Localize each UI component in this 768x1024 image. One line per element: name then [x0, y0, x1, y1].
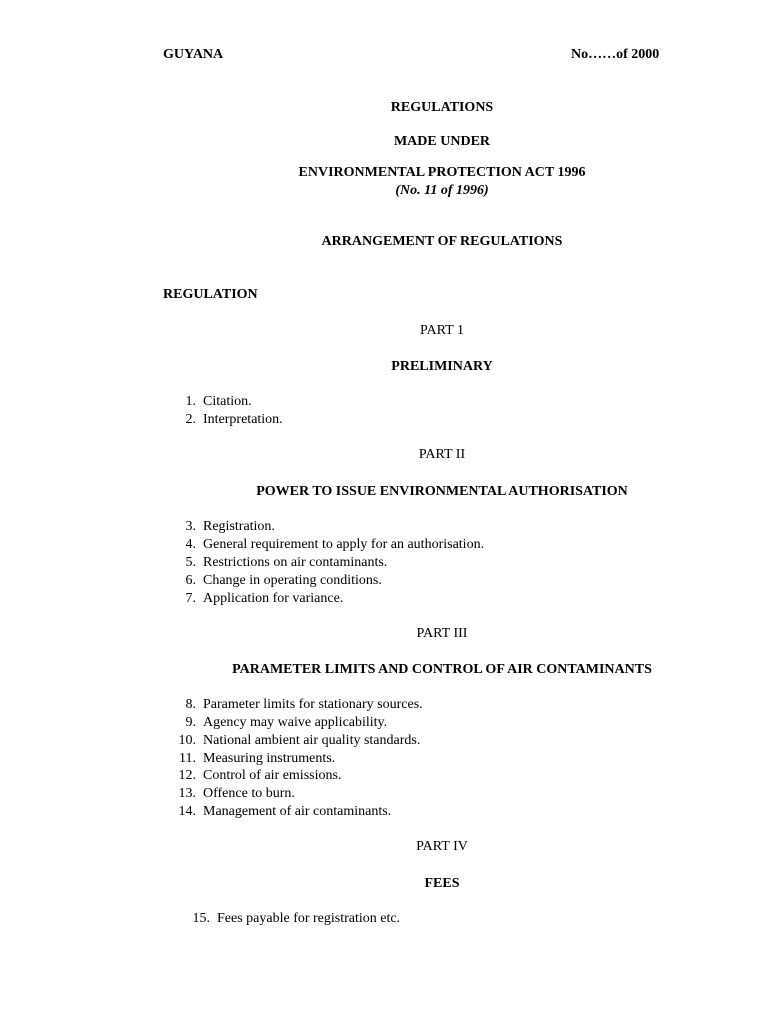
part-heading: FEES — [424, 876, 460, 891]
list-item: 4. General requirement to apply for an authorisation. — [185, 537, 485, 552]
list-item: 15. Fees payable for registration etc. — [192, 911, 401, 926]
list-item: 8. Parameter limits for stationary sources. — [185, 697, 423, 712]
list-item: 5. Restrictions on air contaminants. — [185, 555, 388, 570]
list-item: 7. Application for variance. — [185, 591, 344, 606]
part-label: PART III — [416, 626, 468, 641]
list-item: 13. Offence to burn. — [178, 786, 295, 801]
title-act: ENVIRONMENTAL PROTECTION ACT 1996 — [298, 165, 586, 180]
part-label: PART 1 — [420, 323, 464, 338]
part-label: PART IV — [416, 839, 468, 854]
list-item: 3. Registration. — [185, 519, 275, 534]
part-heading: POWER TO ISSUE ENVIRONMENTAL AUTHORISATION — [256, 484, 628, 499]
list-item: 14. Management of air contaminants. — [178, 804, 392, 819]
list-item: 11. Measuring instruments. — [179, 751, 336, 766]
list-item: 1. Citation. — [185, 394, 252, 409]
part-heading: PRELIMINARY — [391, 359, 493, 374]
regulation-label: REGULATION — [163, 287, 258, 302]
part-heading: PARAMETER LIMITS AND CONTROL OF AIR CONTAMINANTS — [232, 662, 652, 677]
list-item: 10. National ambient air quality standards. — [178, 733, 421, 748]
title-regulations: REGULATIONS — [390, 100, 494, 115]
list-item: 12. Control of air emissions. — [178, 768, 342, 783]
list-item: 6. Change in operating conditions. — [185, 573, 382, 588]
header-number: No……of 2000 — [571, 47, 660, 62]
part-label: PART II — [418, 447, 466, 462]
title-act-number: (No. 11 of 1996) — [395, 183, 489, 198]
list-item: 2. Interpretation. — [185, 412, 283, 427]
header-country: GUYANA — [163, 47, 224, 62]
title-made-under: MADE UNDER — [393, 134, 491, 149]
arrangement-heading: ARRANGEMENT OF REGULATIONS — [321, 234, 563, 249]
list-item: 9. Agency may waive applicability. — [185, 715, 388, 730]
